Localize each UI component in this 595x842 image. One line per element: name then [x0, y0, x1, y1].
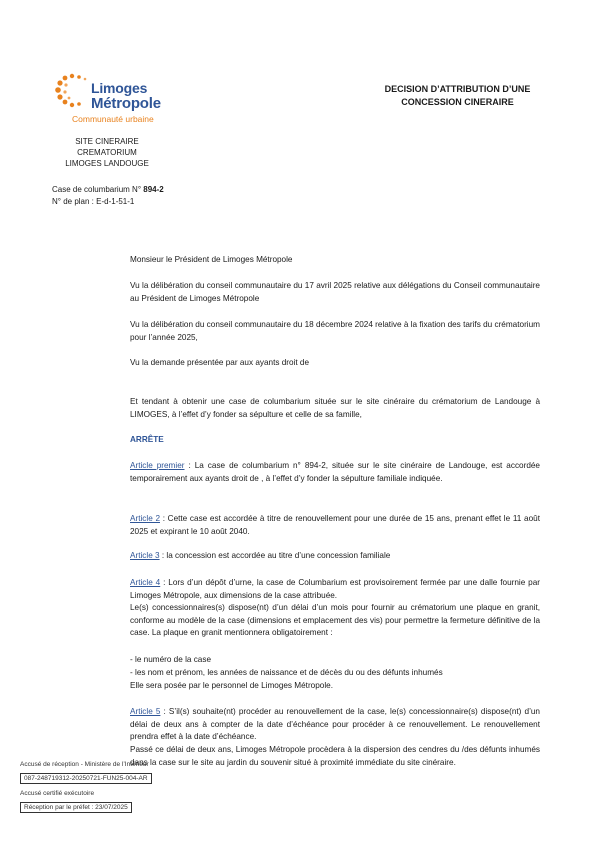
article-1-text: : La case de columbarium n° 894-2, située sur le site cinéraire de Landouge, est accordée temporairement aux ayants droit de , à l’effet d’y fonder la sépulture familiale indiquée.	[130, 461, 540, 483]
article-4-paragraph-2: Le(s) concessionnaires(s) dispose(nt) d’un délai d’un mois pour fournir au crématorium une plaque en granit, conforme au modèle de la case (dimensions et emplacement des vis) pour permettre la fermeture définitive de la case. La plaque en granit mentionnera obligatoirement :	[130, 603, 540, 637]
site-block	[52, 136, 162, 169]
article-2	[130, 513, 540, 538]
stamp-line-2: 087-248719312-20250721-FUN25-004-AR	[20, 773, 152, 784]
case-info	[52, 184, 164, 208]
article-4-text: : Lors d’un dépôt d’urne, la case de Columbarium est provisoirement fermée par une dalle fournie par Limoges Métropole, aux dimensions de la case attribuée.	[130, 578, 541, 600]
case-label: Case de columbarium N°	[52, 185, 142, 194]
article-2-label: Article 2	[130, 514, 160, 523]
salutation: Monsieur le Président de Limoges Métropole	[130, 255, 293, 264]
article-4-label: Article 4	[130, 578, 161, 587]
document-title	[370, 83, 545, 109]
plan-value: E-d-1-51-1	[96, 197, 135, 206]
limoges-metropole-logo-icon	[52, 70, 92, 112]
article-1-label: Article premier	[130, 461, 185, 470]
article-5-paragraph-2: Passé ce délai de deux ans, Limoges Métropole procèdera à la dispersion des cendres du /des défunts inhumés dans la case sur le site au jardin du souvenir situé à proximité immédiate du site cinéraire.	[130, 745, 540, 767]
article-4-list-item-1: - le numéro de la case	[130, 655, 212, 664]
site-line-1: SITE CINERAIRE	[75, 137, 139, 146]
plan-label: N° de plan :	[52, 197, 94, 206]
article-4	[130, 577, 540, 602]
case-number-row	[52, 184, 164, 196]
vu-paragraph-3: Vu la demande présentée par aux ayants droit de	[130, 358, 310, 367]
site-line-2: CREMATORIUM	[77, 148, 137, 157]
title-line-2: CONCESSION CINERAIRE	[401, 97, 514, 107]
article-3-label: Article 3	[130, 551, 160, 560]
plan-number-row	[52, 196, 164, 208]
article-3	[130, 550, 540, 563]
logo-subtitle: Communauté urbaine	[72, 114, 154, 124]
article-5-text: : S’il(s) souhaite(nt) procéder au renouvellement de la case, le(s) concessionnaire(s) dispose(nt) d’un délai de deux ans à compter de la date d’échéance pour procéder à ce renouvellement. Le renouvellement prendra effet à la date d’échéance.	[130, 707, 540, 741]
article-5-label: Article 5	[130, 707, 161, 716]
title-line-1: DECISION D’ATTRIBUTION D’UNE	[384, 84, 531, 94]
vu-paragraph-2: Vu la délibération du conseil communautaire du 18 décembre 2024 relative à la fixation des tarifs du crématorium pour l’année 2025,	[130, 320, 540, 342]
reception-stamp	[20, 760, 152, 813]
arrete-heading: ARRÊTE	[130, 435, 164, 444]
et-tendant-paragraph: Et tendant à obtenir une case de columbarium située sur le site cinéraire du crématorium de Landouge à LIMOGES, à l’effet d’y fonder sa sépulture et celle de sa famille,	[130, 397, 540, 419]
article-4-list-item-2: - les nom et prénom, les années de naissance et de décès du ou des défunts inhumés	[130, 668, 443, 677]
logo-line-2: Métropole	[91, 95, 161, 112]
logo-line-1: Limoges	[91, 80, 148, 96]
case-value: 894-2	[143, 185, 164, 194]
site-line-3: LIMOGES LANDOUGE	[65, 159, 149, 168]
article-1	[130, 460, 540, 485]
article-3-text: : la concession est accordée au titre d’une concession familiale	[159, 551, 391, 560]
stamp-line-1: Accusé de réception - Ministère de l’Intérieur	[20, 761, 149, 768]
vu-paragraph-1: Vu la délibération du conseil communautaire du 17 avril 2025 relative aux délégations du Conseil communautaire au Président de Limoges Métropole	[130, 281, 540, 303]
stamp-line-4: Réception par le préfet : 23/07/2025	[20, 802, 132, 813]
article-2-text: : Cette case est accordée à titre de renouvellement pour une durée de 15 ans, prenant effet le 11 août 2025 et expirant le 10 août 2040.	[130, 514, 540, 536]
article-5	[130, 706, 540, 744]
stamp-line-3: Accusé certifié exécutoire	[20, 790, 95, 797]
article-4-paragraph-3: Elle sera posée par le personnel de Limoges Métropole.	[130, 681, 333, 690]
